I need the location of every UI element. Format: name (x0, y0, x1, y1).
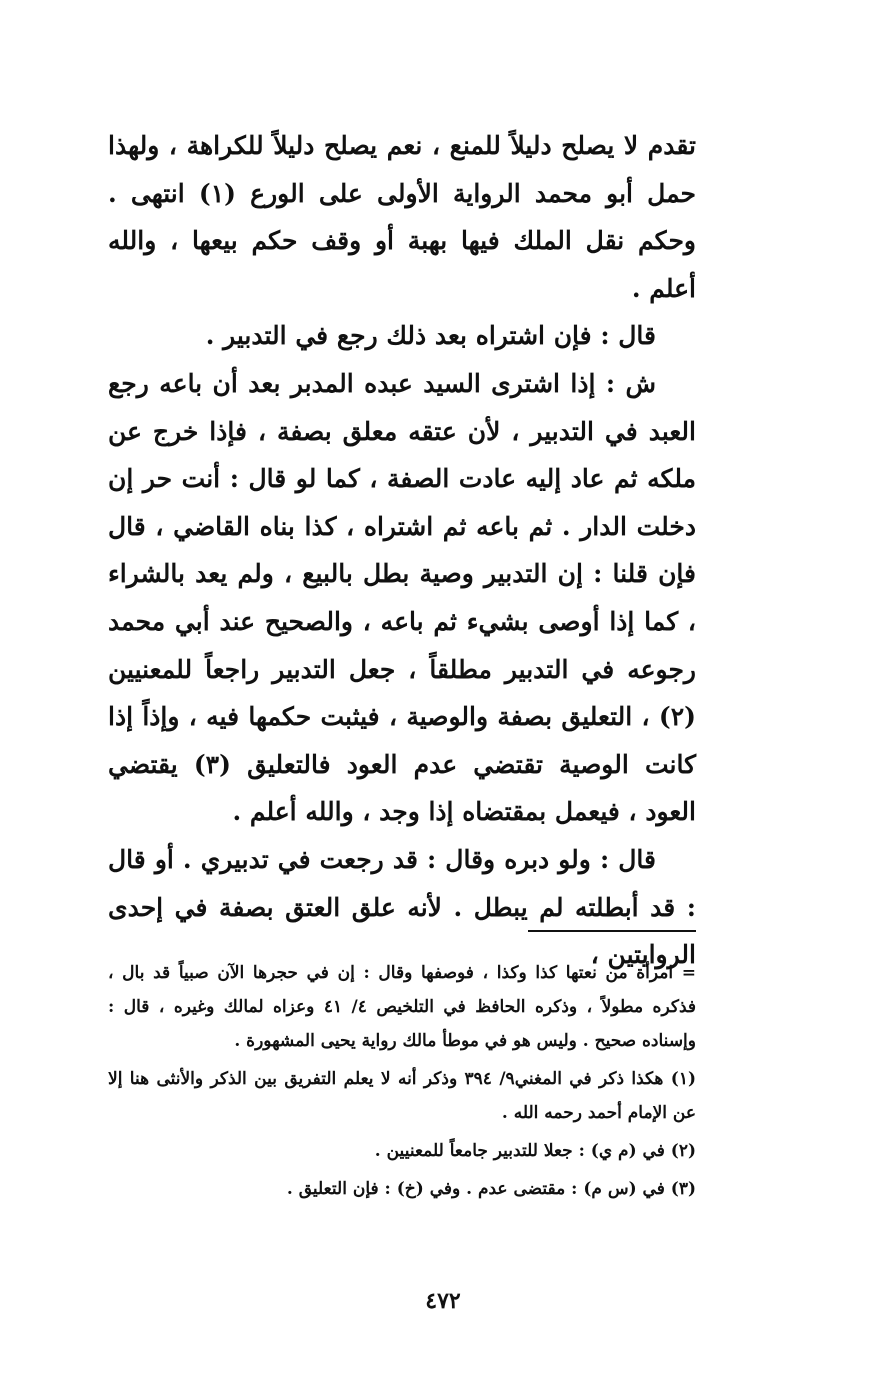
footnote-3: (٣) في (س م) : مقتضى عدم . وفي (خ) : فإن التعليق . (286, 1179, 696, 1199)
footnote-continued: = امرأة من نعتها كذا وكذا ، فوصفها وقال : إن في حجرها الآن صبياً قد بال ، فذكره مطولاً ، وذكره الحافظ في التلخيص ٤/ ٤١ وعزاه لمالك وغيره ، قال : وإسناده صحيح . وليس هو في موطأ مالك رواية يحيى المشهورة . (108, 963, 696, 1051)
footnote-1: (١) هكذا ذكر في المغني٩/ ٣٩٤ وذكر أنه لا يعلم التفريق بين الذكر والأنثى هنا إلا عن الإمام أحمد رحمه الله . (108, 1069, 696, 1123)
paragraph-continuation: تقدم لا يصلح دليلاً للمنع ، نعم يصلح دليلاً للكراهة ، ولهذا حمل أبو محمد الرواية الأولى على الورع (١) انتهى . وحكم نقل الملك فيها بهبة أو وقف حكم بيعها ، والله أعلم . (108, 131, 697, 303)
paragraph-qala-1: قال : فإن اشتراه بعد ذلك رجع في التدبير . (205, 321, 656, 351)
paragraph-sharh: ش : إذا اشترى السيد عبده المدبر بعد أن باعه رجع العبد في التدبير ، لأن عتقه معلق بصفة ، فإذا خرج عن ملكه ثم عاد إليه عادت الصفة ، كما لو قال : أنت حر إن دخلت الدار . ثم باعه ثم اشتراه ، كذا بناه القاضي ، قال فإن قلنا : إن التدبير وصية بطل بالبيع ، ولم يعد بالشراء ، كما إذا أوصى بشيء ثم باعه ، والصحيح عند أبي محمد رجوعه في التدبير مطلقاً ، جعل التدبير راجعاً للمعنيين (٢) ، التعليق بصفة والوصية ، فيثبت حكمها فيه ، وإذاً إذا كانت الوصية تقتضي عدم العود فالتعليق (٣) يقتضي العود ، فيعمل بمقتضاه إذا وجد ، والله أعلم . (108, 368, 696, 827)
main-text (108, 122, 696, 979)
paragraph-qala-2: قال : ولو دبره وقال : قد رجعت في تدبيري . أو قال : قد أبطلته لم يبطل . لأنه علق العتق بصفة في إحدى الروايتين ، (108, 844, 696, 970)
footnotes (108, 956, 696, 1210)
footnote-divider (528, 930, 696, 932)
page-number: ٤٧٢ (425, 1288, 461, 1314)
footnote-2: (٢) في (م ي) : جعلا للتدبير جامعاً للمعنيين . (374, 1141, 696, 1161)
